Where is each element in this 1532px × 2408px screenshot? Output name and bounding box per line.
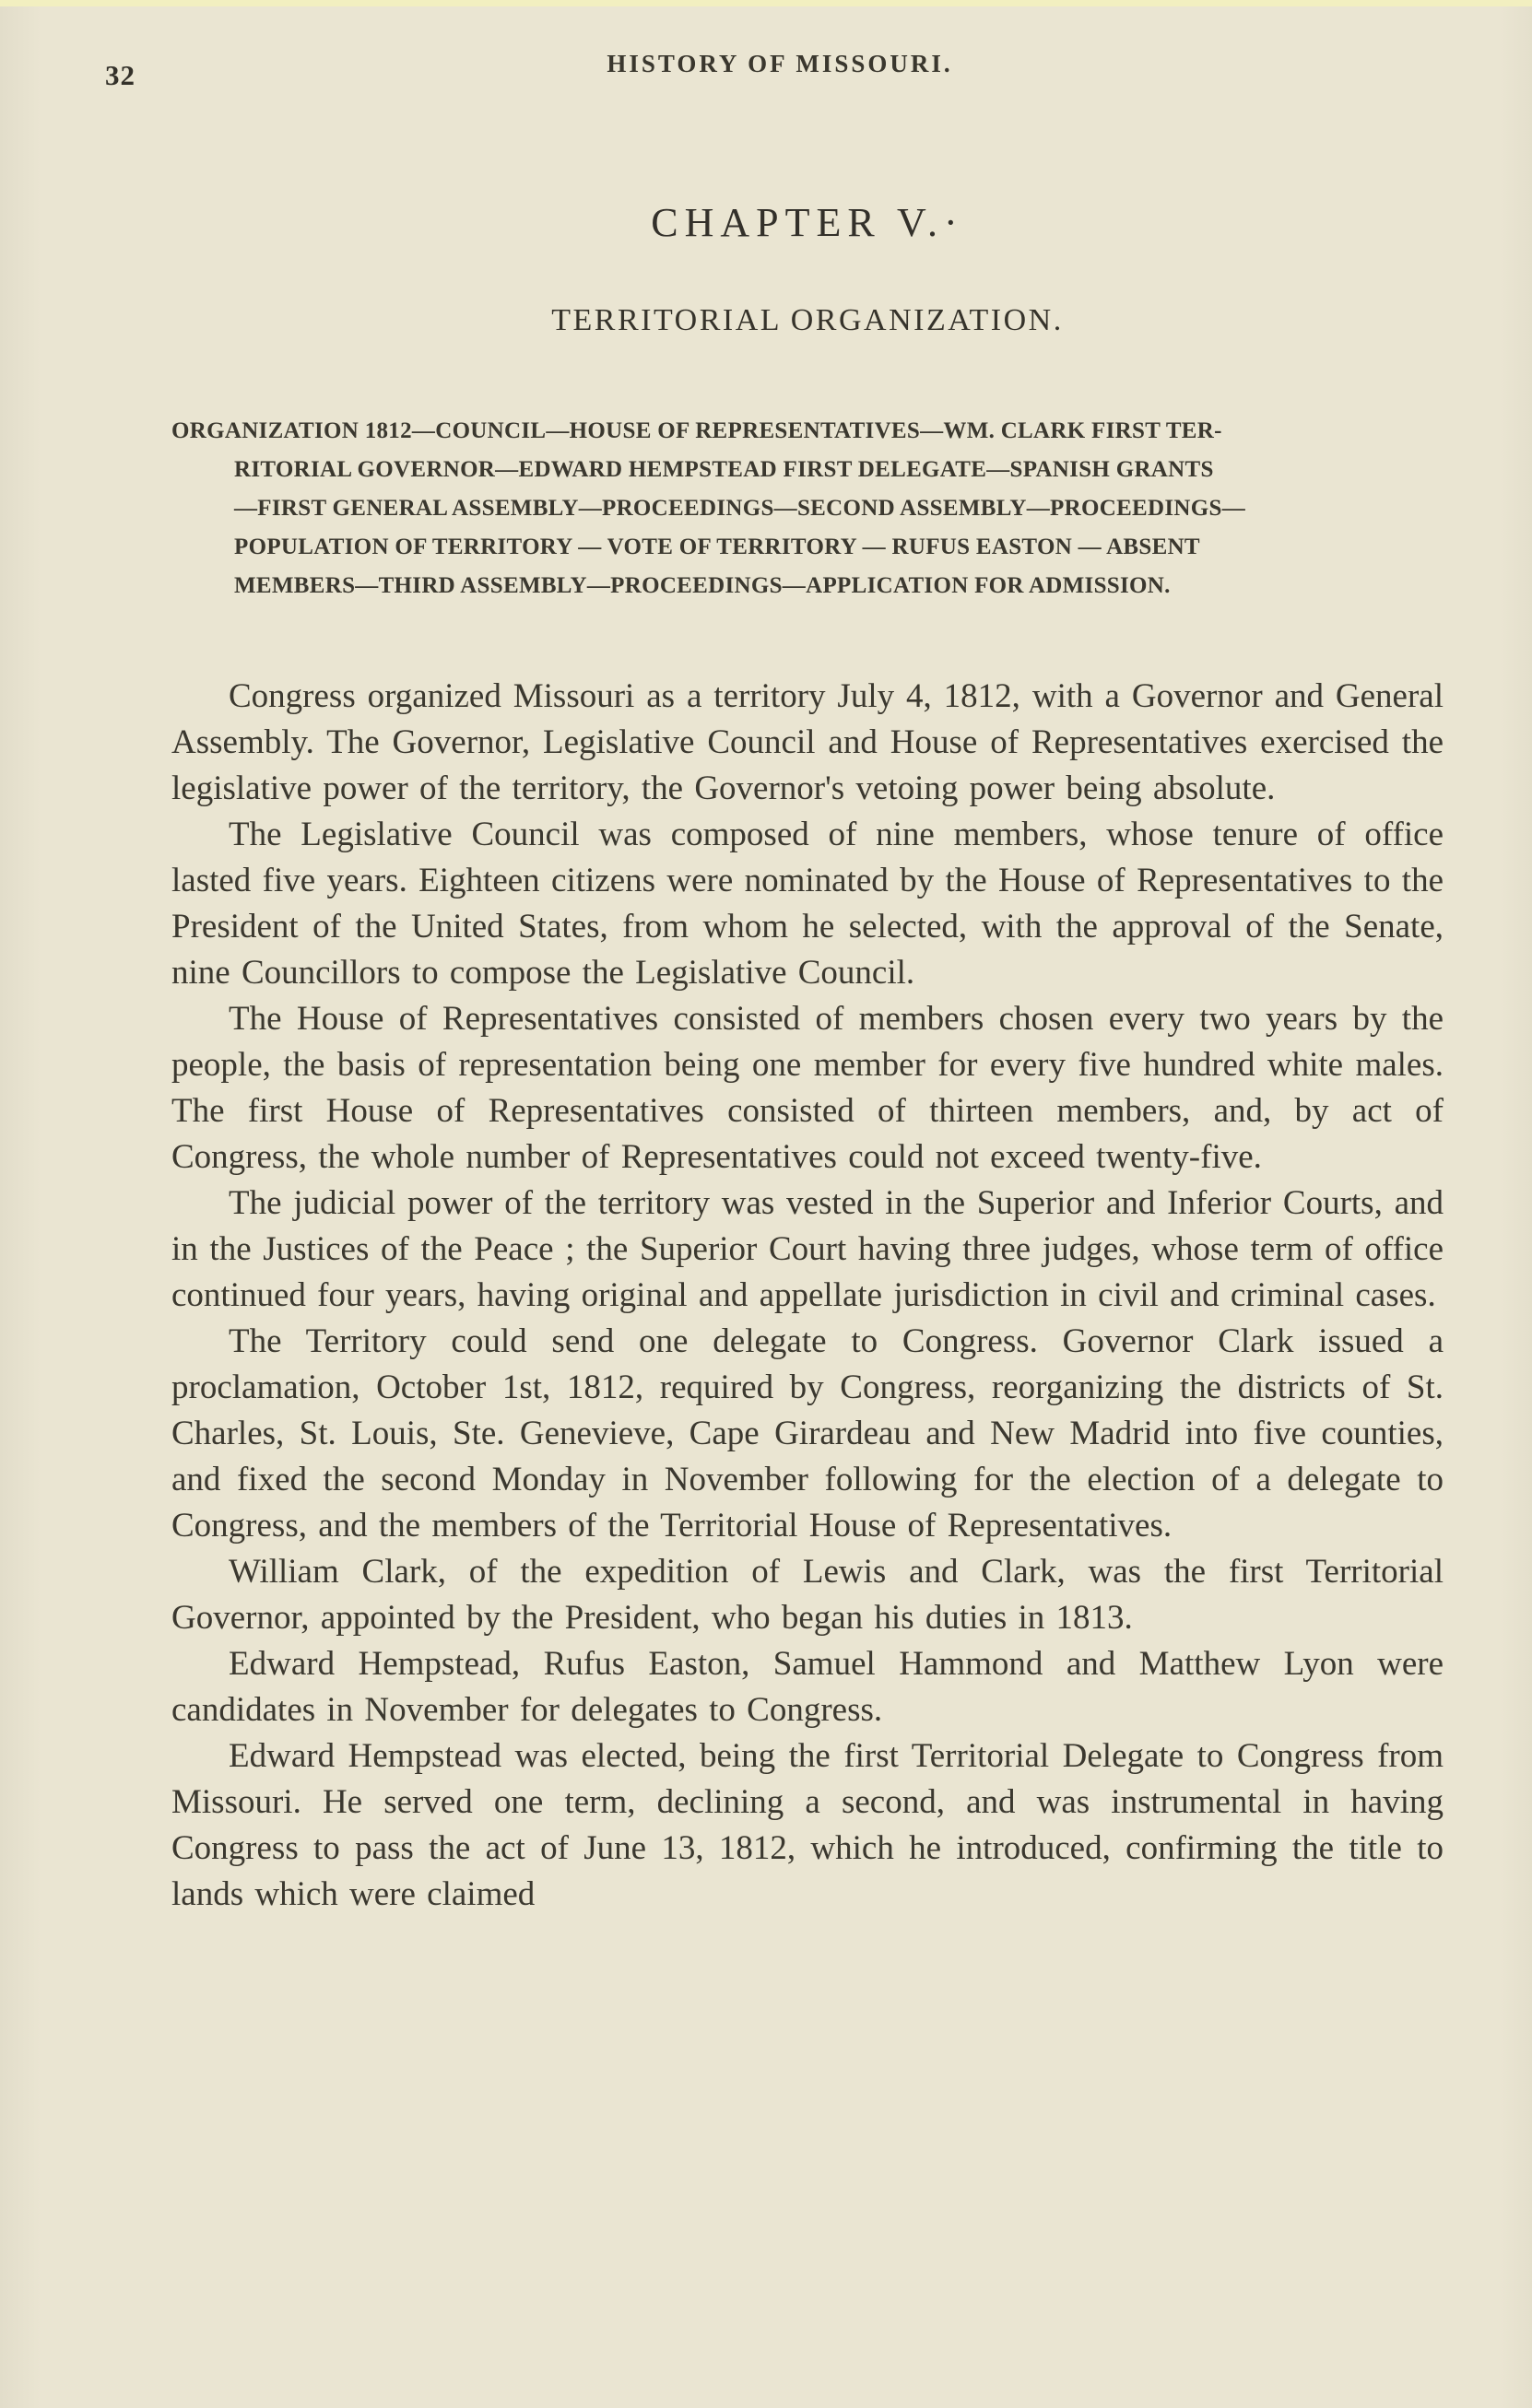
body-text xyxy=(171,674,1444,1918)
chapter-title: CHAPTER V.· xyxy=(651,200,964,245)
paragraph: The Territory could send one delegate to Congress. Governor Clark issued a proclamation, October 1st, 1812, required by Congress, reorganizing the districts of St. Charles, St. Louis, Ste. Genevieve, Cape Girardeau and New Madrid into five counties, and fixed the second Monday in November following for the election of a delegate to Congress, and the members of the Territorial House of Representatives. xyxy=(171,1322,1444,1545)
paragraph: The Legislative Council was composed of nine members, whose tenure of office lasted five years. Eighteen citizens were nominated by the House of Representatives to the President of the United States, from whom he selected, with the approval of the Senate, nine Councillors to compose the Legislative Council. xyxy=(171,816,1444,992)
synopsis-line: ORGANIZATION 1812—COUNCIL—HOUSE OF REPRESENTATIVES—WM. CLARK FIRST TER- xyxy=(171,418,1222,443)
synopsis-line: RITORIAL GOVERNOR—EDWARD HEMPSTEAD FIRST DELEGATE—SPANISH GRANTS xyxy=(234,457,1214,482)
section-title: TERRITORIAL ORGANIZATION. xyxy=(551,303,1064,337)
paragraph: Edward Hempstead, Rufus Easton, Samuel Hammond and Matthew Lyon were candidates in November for delegates to Congress. xyxy=(171,1645,1444,1729)
synopsis-line: POPULATION OF TERRITORY — VOTE OF TERRITORY — RUFUS EASTON — ABSENT xyxy=(234,534,1200,559)
paragraph: The judicial power of the territory was vested in the Superior and Inferior Courts, and in the Justices of the Peace ; the Superior Court having three judges, whose term of office continued four years, having original and appellate jurisdiction in civil and criminal cases. xyxy=(171,1184,1444,1314)
page-top-edge xyxy=(0,0,1532,6)
paragraph: The House of Representatives consisted of members chosen every two years by the people, the basis of representation being one member for every five hundred white males. The first House of Representatives consisted of thirteen members, and, by act of Congress, the whole number of Representatives could not exceed twenty-five. xyxy=(171,1000,1444,1176)
chapter-synopsis xyxy=(171,412,1444,605)
synopsis-line: MEMBERS—THIRD ASSEMBLY—PROCEEDINGS—APPLICATION FOR ADMISSION. xyxy=(234,573,1171,598)
paragraph: Congress organized Missouri as a territory July 4, 1812, with a Governor and General Assembly. The Governor, Legislative Council and House of Representatives exercised the legislative power of the territory, the Governor's vetoing power being absolute. xyxy=(171,677,1444,807)
page-number: 32 xyxy=(105,59,136,91)
synopsis-line: —FIRST GENERAL ASSEMBLY—PROCEEDINGS—SECOND ASSEMBLY—PROCEEDINGS— xyxy=(234,496,1246,521)
running-header: HISTORY OF MISSOURI. xyxy=(607,50,953,77)
paragraph: Edward Hempstead was elected, being the first Territorial Delegate to Congress from Missouri. He served one term, declining a second, and was instrumental in having Congress to pass the act of June 13, 1812, which he introduced, confirming the title to lands which were claimed xyxy=(171,1737,1444,1913)
paragraph: William Clark, of the expedition of Lewis and Clark, was the first Territorial Governor, appointed by the President, who began his duties in 1813. xyxy=(171,1553,1444,1637)
page-header xyxy=(105,50,1444,92)
